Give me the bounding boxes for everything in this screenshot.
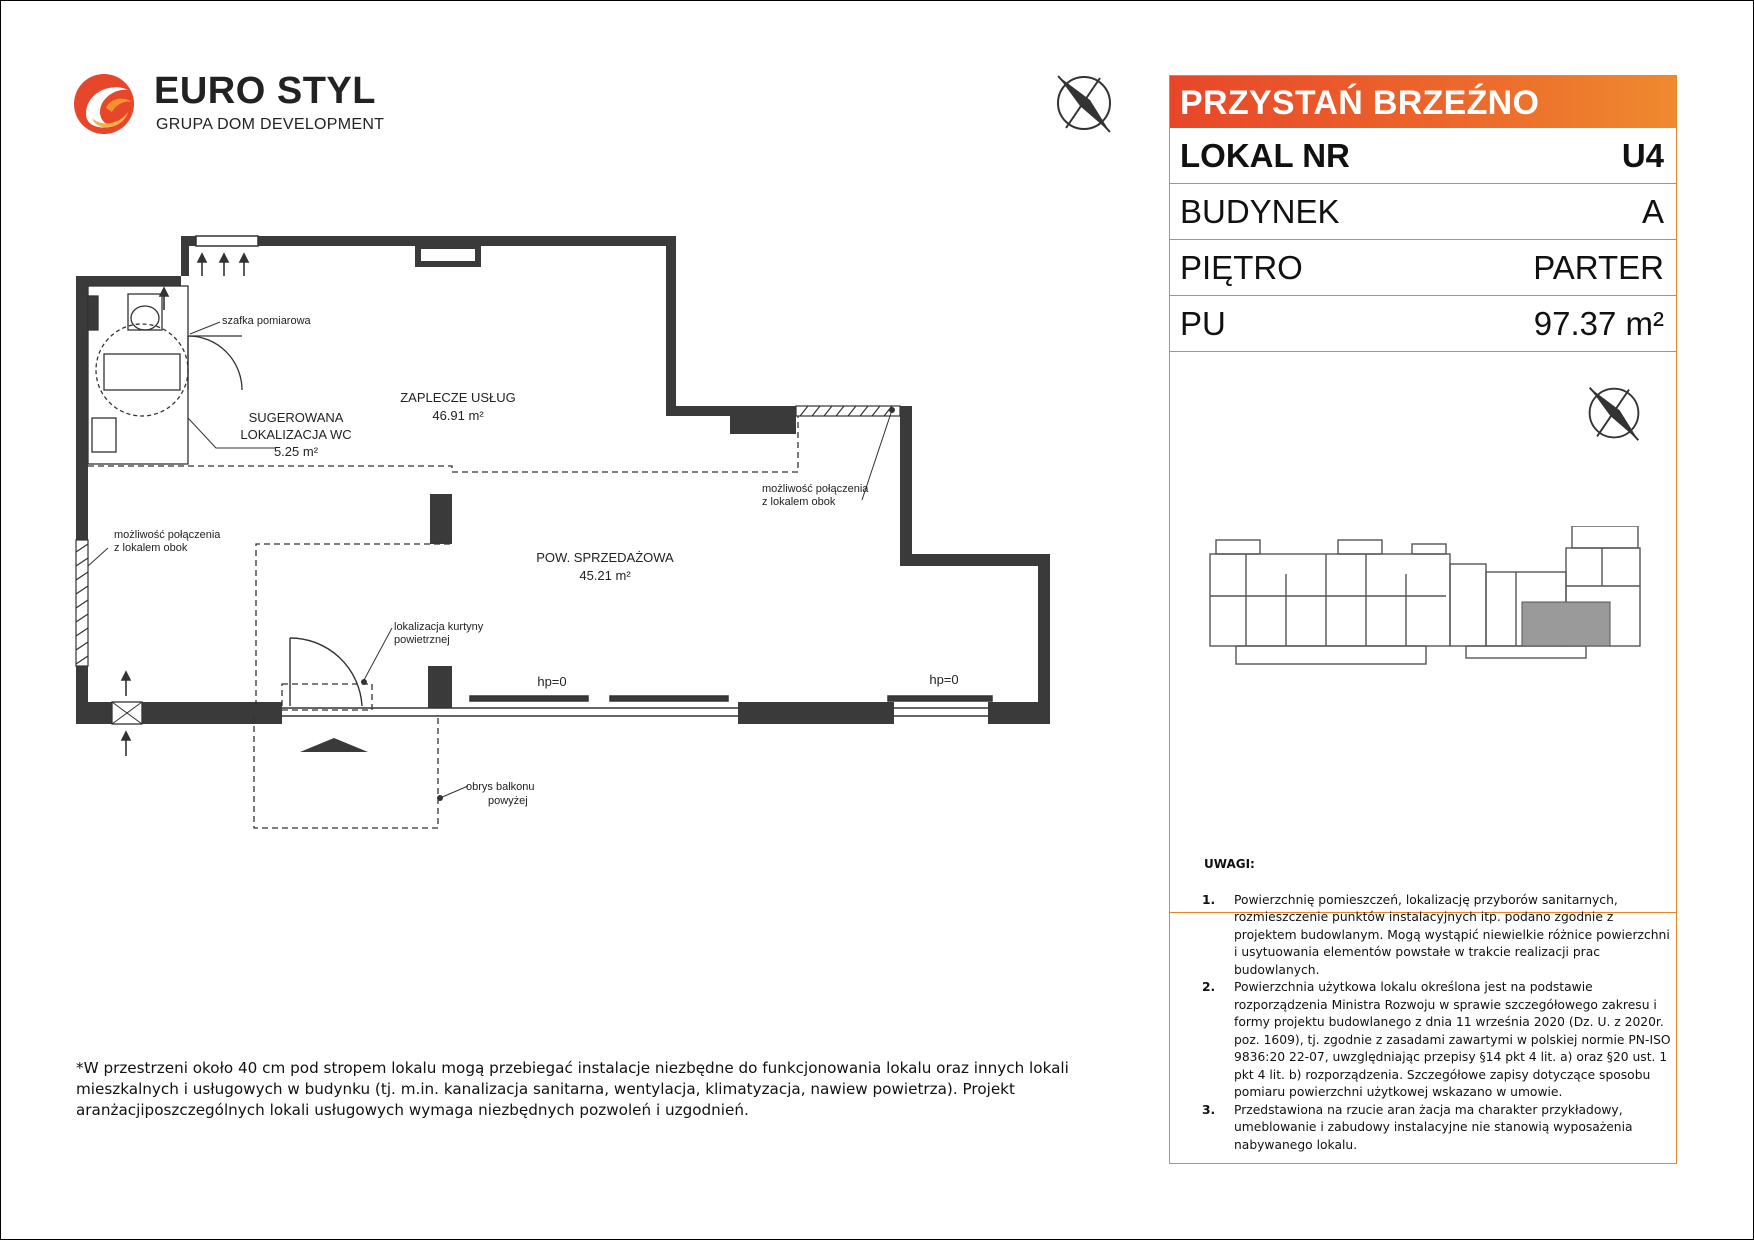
row-lokal (1170, 128, 1676, 184)
room-area-sprzedazowa: 45.21 m² (579, 568, 631, 583)
note-text: Powierzchnię pomieszczeń, lokalizację przyborów sanitarnych, rozmieszczenie punktów instalacyjnych itp. podano zgodnie z projektem budowlanym. Mogą wystąpić niewielkie różnice powierzchni i usytuowania elementów powstałe w trakcie realizacji prac budowlanych. (1234, 892, 1670, 977)
note-text: Przedstawiona na rzucie aran żacja ma charakter przykładowy, umeblowanie i zabudowy instalacyjne nie stanowią wyposażenia nabywanego lokalu. (1234, 1102, 1633, 1152)
hp-label-left: hp=0 (537, 674, 567, 689)
logo-brand: EURO STYL (154, 70, 376, 112)
notes-heading: UWAGI: (1204, 857, 1255, 871)
walls (76, 236, 1050, 724)
building-key-plan (1170, 346, 1676, 913)
row-lokal-value: U4 (1621, 136, 1664, 174)
footnote: *W przestrzeni około 40 cm pod stropem lokalu mogą przebiegać instalacje niezbędne do funkcjonowania lokalu oraz innych lokali mieszkalnych i usługowych w budynku (tj. m.in. kanalizacja sanitarna, wentylacja, klimatyzacja, nawiew powietrza). Projekt aranżacjiposzczególnych lokali usługowych wymaga niezbędnych pozwoleń i uzgodnień. (76, 1059, 1069, 1119)
room-name-wc-line2: LOKALIZACJA WC (240, 427, 352, 442)
annotation-curtain-2: powietrznej (394, 634, 450, 646)
annotation-balcony-2: powyżej (488, 795, 528, 807)
note-number: 1. (1202, 892, 1216, 907)
floor-plan (0, 0, 1060, 860)
row-budynek-label: BUDYNEK (1180, 192, 1340, 230)
north-compass-small-icon (1584, 382, 1644, 444)
notes (1202, 856, 1672, 1154)
row-pu (1170, 296, 1676, 352)
note-item (1202, 979, 1672, 1102)
room-area-wc: 5.25 m² (273, 444, 319, 459)
room-area-zaplecze: 46.91 m² (432, 408, 484, 423)
entrance-arrow-icon (300, 738, 368, 752)
annotation-connect-right-1: możliwość połączenia (762, 483, 869, 495)
note-item (1202, 892, 1672, 980)
row-budynek-value: A (1641, 192, 1664, 230)
room-name-zaplecze: ZAPLECZE USŁUG (400, 390, 516, 405)
hatched-wall-right (796, 406, 900, 416)
row-budynek (1170, 184, 1676, 240)
row-pietro (1170, 240, 1676, 296)
project-title: PRZYSTAŃ BRZEŹNO (1170, 76, 1676, 128)
annotation-meter-box: szafka pomiarowa (222, 315, 311, 327)
row-pietro-value: PARTER (1533, 248, 1664, 286)
note-item (1202, 1102, 1672, 1155)
row-pu-label: PU (1180, 304, 1226, 342)
north-compass-icon (1052, 70, 1116, 136)
row-pietro-label: PIĘTRO (1180, 248, 1303, 286)
annotation-connect-left-1: możliwość połączenia (114, 529, 221, 541)
note-text: Powierzchnia użytkowa lokalu określona jest na podstawie rozporządzenia Ministra Rozwoju w sprawie szczegółowego zakresu i formy projektu budowlanego z dnia 11 września 2020 (Dz. U. z 2020r. poz. 1609), tj. zgodnie z zasadami zawartymi w polskiej normie PN-ISO 9836:20 22-07, uwzględniając przepisy §14 pkt 4 lit. a) oraz §20 ust. 1 pkt 4 lit. b) rozporządzenia. Szczegółowe zapisy dotyczące sposobu pomiaru powierzchni użytkowej wskazano w umowie. (1234, 980, 1671, 1099)
annotation-connect-left-2: z lokalem obok (114, 542, 188, 554)
hatched-wall-left (76, 540, 88, 666)
note-number: 2. (1202, 980, 1216, 994)
note-number: 3. (1202, 1102, 1216, 1117)
annotation-balcony-1: obrys balkonu (466, 781, 535, 793)
room-name-wc-line1: SUGEROWANA (248, 410, 344, 425)
row-lokal-label: LOKAL NR (1180, 136, 1350, 174)
info-panel (1169, 75, 1677, 1164)
annotation-curtain-1: lokalizacja kurtyny (394, 621, 484, 633)
annotation-connect-right-2: z lokalem obok (762, 496, 836, 508)
building-key-plan-drawing (1206, 526, 1646, 696)
wc-fixtures (88, 286, 242, 464)
hp-label-right: hp=0 (929, 672, 959, 687)
entrance-door (290, 638, 362, 706)
row-pu-value: 97.37 m² (1533, 304, 1664, 342)
logo-subtitle: GRUPA DOM DEVELOPMENT (156, 116, 385, 133)
room-name-sprzedazowa: POW. SPRZEDAŻOWA (536, 550, 674, 565)
unit-u4-highlight (1522, 602, 1610, 646)
